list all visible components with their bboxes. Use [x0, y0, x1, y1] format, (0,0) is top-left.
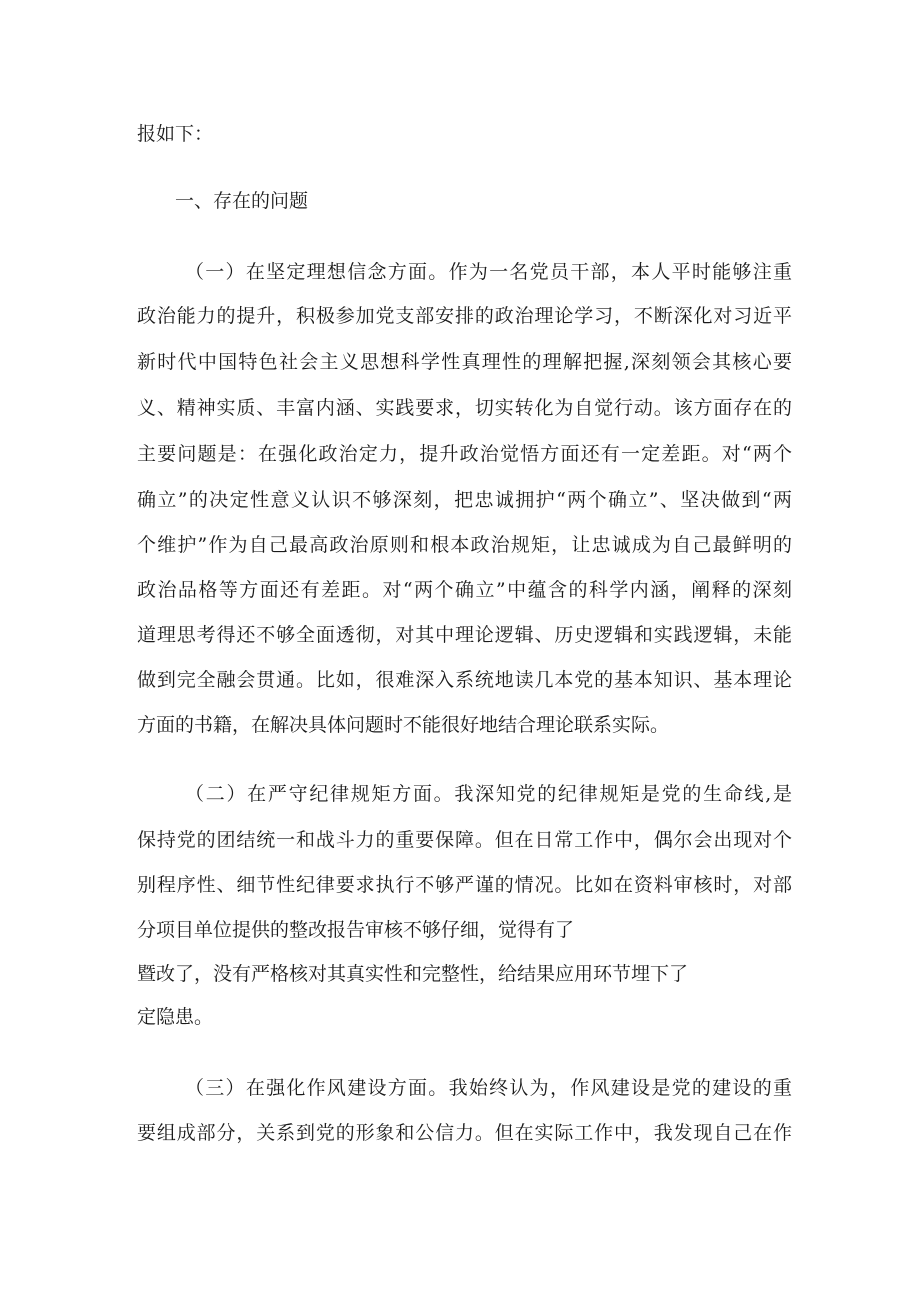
- paragraph-1-line-10: 做到完全融会贯通。比如，很难深入系统地读几本党的基本知识、基本理论: [137, 669, 792, 691]
- paragraph-1-line-11: 方面的书籍，在解决具体问题时不能很好地结合理论联系实际。: [137, 714, 670, 736]
- paragraph-1-line-9: 道理思考得还不够全面透彻，对其中理论逻辑、历史逻辑和实践逻辑，未能: [137, 624, 792, 646]
- paragraph-1-line-8: 政治品格等方面还有差距。对“两个确立”中蕴含的科学内涵，阐释的深刻: [137, 579, 792, 601]
- paragraph-1-line-6: 确立”的决定性意义认识不够深刻，把忠诚拥护“两个确立”、坚决做到“两: [137, 489, 792, 511]
- paragraph-1-line-5: 主要问题是：在强化政治定力，提升政治觉悟方面还有一定差距。对“两个: [137, 443, 792, 465]
- paragraph-1-line-2: 政治能力的提升，积极参加党支部安排的政治理论学习，不断深化对习近平: [137, 305, 792, 327]
- paragraph-2-line-1: （二）在严守纪律规矩方面。我深知党的纪律规矩是党的生命线,是: [185, 783, 792, 805]
- paragraph-2-line-6: 定隐患。: [137, 1006, 214, 1028]
- paragraph-1-line-3: 新时代中国特色社会主义思想科学性真理性的理解把握,深刻领会其核心要: [137, 351, 792, 373]
- paragraph-1-line-1: （一）在坚定理想信念方面。作为一名党员干部，本人平时能够注重: [185, 261, 792, 283]
- paragraph-2-line-4: 分项目单位提供的整改报告审核不够仔细，觉得有了: [137, 919, 575, 941]
- paragraph-3-line-1: （三）在强化作风建设方面。我始终认为，作风建设是党的建设的重: [185, 1077, 792, 1099]
- text-line-intro: 报如下：: [137, 123, 214, 145]
- paragraph-2-line-5: 暨改了，没有严格核对其真实性和完整性，给结果应用环节埋下了: [137, 963, 689, 985]
- paragraph-2-line-3: 别程序性、细节性纪律要求执行不够严谨的情况。比如在资料审核时，对部: [137, 874, 792, 896]
- section-heading-problems: 一、存在的问题: [175, 190, 309, 212]
- paragraph-1-line-7: 个维护”作为自己最高政治原则和根本政治规矩，让忠诚成为自己最鲜明的: [137, 534, 792, 556]
- paragraph-3-line-2: 要组成部分，关系到党的形象和公信力。但在实际工作中，我发现自己在作: [137, 1122, 792, 1144]
- paragraph-1-line-4: 义、精神实质、丰富内涵、实践要求，切实转化为自觉行动。该方面存在的: [137, 397, 792, 419]
- paragraph-2-line-2: 保持党的团结统一和战斗力的重要保障。但在日常工作中，偶尔会出现对个: [137, 829, 792, 851]
